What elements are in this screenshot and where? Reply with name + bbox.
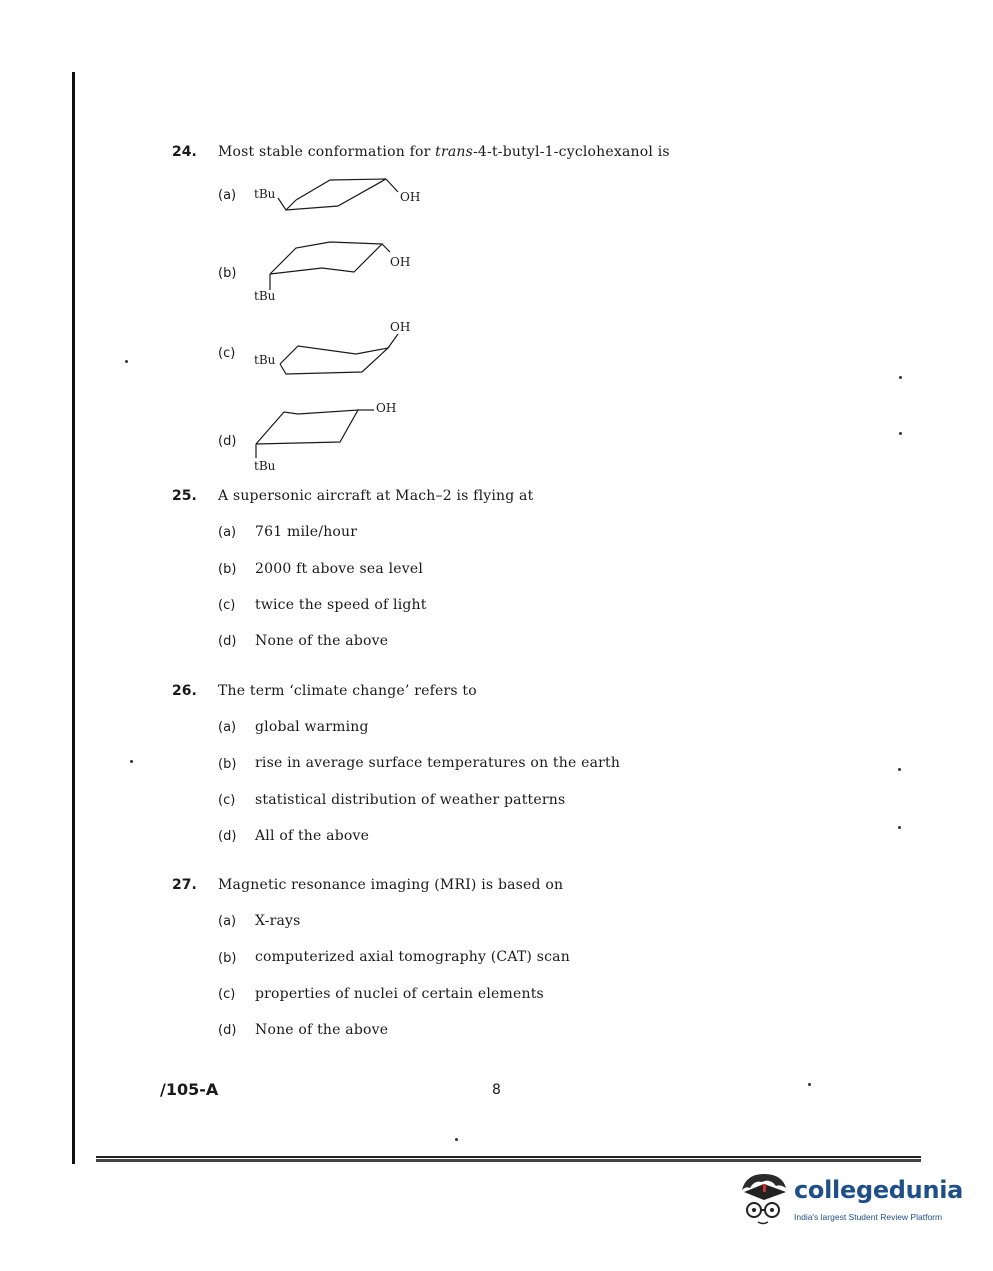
q25-option-a-text: 761 mile/hour (255, 524, 358, 540)
q27-option-c-label: (c) (218, 987, 236, 1002)
q26-option-c-text: statistical distribution of weather patterns (255, 792, 566, 808)
question-27-number: 27. (172, 877, 197, 893)
logo-wordmark: collegedunia (794, 1176, 964, 1204)
q27-option-b-label: (b) (218, 951, 237, 966)
scan-speck (899, 432, 902, 435)
q27-option-d-text: None of the above (255, 1022, 389, 1038)
q26-option-a-label: (a) (218, 720, 237, 735)
q25-option-a-label: (a) (218, 525, 237, 540)
q24-option-d-structure (250, 396, 430, 476)
q24-option-b-structure (250, 238, 430, 304)
q27-option-b-text: computerized axial tomography (CAT) scan (255, 949, 570, 965)
question-25-text: A supersonic aircraft at Mach–2 is flying at (218, 488, 534, 504)
q24-c-tbu-label: tBu (254, 353, 276, 367)
q25-option-d-text: None of the above (255, 633, 389, 649)
scan-speck (898, 826, 901, 829)
q25-option-b-label: (b) (218, 562, 237, 577)
collegedunia-logo (736, 1170, 966, 1230)
scan-speck (899, 376, 902, 379)
question-25-number: 25. (172, 488, 197, 504)
scan-speck (130, 760, 133, 763)
q26-option-b-text: rise in average surface temperatures on the earth (255, 755, 621, 771)
q24-option-a-label: (a) (218, 188, 237, 203)
q25-option-c-text: twice the speed of light (255, 597, 427, 613)
q27-option-d-label: (d) (218, 1023, 237, 1038)
q26-option-d-text: All of the above (255, 828, 370, 844)
question-24-number: 24. (172, 144, 197, 160)
page-number: 8 (492, 1082, 501, 1098)
question-27-text: Magnetic resonance imaging (MRI) is based on (218, 877, 564, 893)
q26-option-b-label: (b) (218, 757, 237, 772)
question-24-text (218, 144, 670, 160)
q24-option-b-label: (b) (218, 266, 237, 281)
question-24-text-italic: trans (435, 144, 473, 160)
q25-option-b-text: 2000 ft above sea level (255, 561, 424, 577)
q24-b-oh-label: OH (390, 255, 411, 269)
student-mascot-icon (736, 1170, 794, 1230)
q27-option-a-label: (a) (218, 914, 237, 929)
q24-option-d-label: (d) (218, 434, 237, 449)
left-margin-rule (72, 72, 75, 1164)
q25-option-d-label: (d) (218, 634, 237, 649)
q24-d-oh-label: OH (376, 401, 397, 415)
question-26-number: 26. (172, 683, 197, 699)
q27-option-a-text: X-rays (255, 913, 301, 929)
q24-option-c-label: (c) (218, 346, 236, 361)
q24-option-c-structure (250, 316, 430, 382)
question-24-text-start: Most stable conformation for (218, 144, 436, 160)
scan-speck (125, 360, 128, 363)
q24-c-oh-label: OH (390, 320, 411, 334)
q24-option-a-structure (250, 176, 440, 216)
question-24-text-end: -4-t-butyl-1-cyclohexanol is (473, 144, 670, 160)
bottom-rule (96, 1156, 921, 1162)
logo-tagline: India's largest Student Review Platform (794, 1212, 943, 1222)
q27-option-c-text: properties of nuclei of certain elements (255, 986, 544, 1002)
q26-option-a-text: global warming (255, 719, 369, 735)
q24-d-tbu-label: tBu (254, 459, 276, 473)
question-26-text: The term ‘climate change’ refers to (218, 683, 477, 699)
q25-option-c-label: (c) (218, 598, 236, 613)
scan-speck (898, 768, 901, 771)
q24-b-tbu-label: tBu (254, 289, 276, 303)
q26-option-c-label: (c) (218, 793, 236, 808)
scan-speck (808, 1083, 811, 1086)
q26-option-d-label: (d) (218, 829, 237, 844)
scan-speck (455, 1138, 458, 1141)
q24-a-tbu-label: tBu (254, 187, 276, 201)
booklet-code: /105-A (160, 1080, 219, 1099)
q24-a-oh-label: OH (400, 190, 421, 204)
